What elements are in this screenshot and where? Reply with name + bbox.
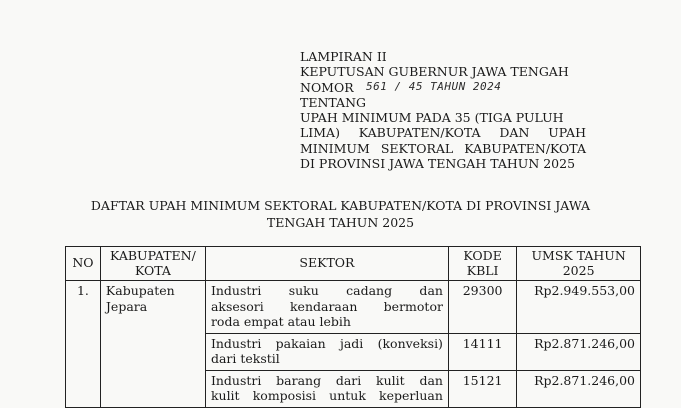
sektor-line: Industri barang dari kulit dan [210,372,443,388]
sektor-line: kulit komposisi untuk keperluan [210,388,443,403]
cell-umsk: Rp2.871.246,00 [517,333,641,370]
table-header-row [66,247,641,281]
sektor-line: aksesori kendaraan bermotor [210,298,443,314]
keputusan-label: KEPUTUSAN GUBERNUR JAWA TENGAH [300,64,569,80]
document-title [0,197,681,231]
header-no [66,247,101,281]
header-umsk-line: UMSK TAHUN [531,248,626,263]
cell-kode: 29300 [448,281,516,334]
header-no-text: NO [72,255,94,270]
lampiran-header [300,49,586,171]
cell-kode: 14111 [448,333,516,370]
header-kode [448,247,516,281]
cell-sektor [205,370,448,407]
header-kode-line: KODE [463,248,502,263]
kabupaten-line: Jepara [105,298,148,314]
nomor-label: NOMOR [300,79,354,95]
sektor-line: dari tekstil [210,351,280,366]
kabupaten-line: Kabupaten [105,283,175,298]
header-kab-line: KOTA [134,263,171,278]
subject-line: LIMA) KABUPATEN/KOTA DAN UPAH [300,125,586,141]
table-row [66,281,641,334]
umsk-table [65,246,641,408]
cell-kabupaten [100,281,205,408]
sektor-line: roda empat atau lebih [210,314,351,329]
tentang-subject [300,110,586,171]
header-sektor [205,247,448,281]
header-kabupaten [100,247,205,281]
title-line: DAFTAR UPAH MINIMUM SEKTORAL KABUPATEN/KOTA DI PROVINSI JAWA [90,198,591,213]
sektor-line: Industri suku cadang dan [210,283,443,298]
cell-umsk: Rp2.871.246,00 [517,370,641,407]
tentang-label: TENTANG [300,94,367,110]
header-sektor-text: SEKTOR [299,255,355,270]
subject-line: DI PROVINSI JAWA TENGAH TAHUN 2025 [300,156,576,172]
cell-umsk: Rp2.949.553,00 [517,281,641,334]
header-umsk [517,247,641,281]
subject-line: UPAH MINIMUM PADA 35 (TIGA PULUH [300,110,564,126]
subject-line: MINIMUM SEKTORAL KABUPATEN/KOTA [300,140,586,156]
nomor-row [300,80,586,95]
title-line: TENGAH TAHUN 2025 [266,215,415,230]
cell-kode: 15121 [448,370,516,407]
sektor-line: Industri pakaian jadi (konveksi) [210,335,443,351]
cell-no: 1. [66,281,101,408]
cell-sektor [205,333,448,370]
header-kode-line: KBLI [466,263,499,278]
nomor-handwritten-value: 561 / 45 TAHUN 2024 [366,79,502,93]
cell-sektor [205,281,448,334]
header-kab-line: KABUPATEN/ [110,248,196,263]
lampiran-label: LAMPIRAN II [300,49,387,64]
header-umsk-line: 2025 [562,263,595,278]
